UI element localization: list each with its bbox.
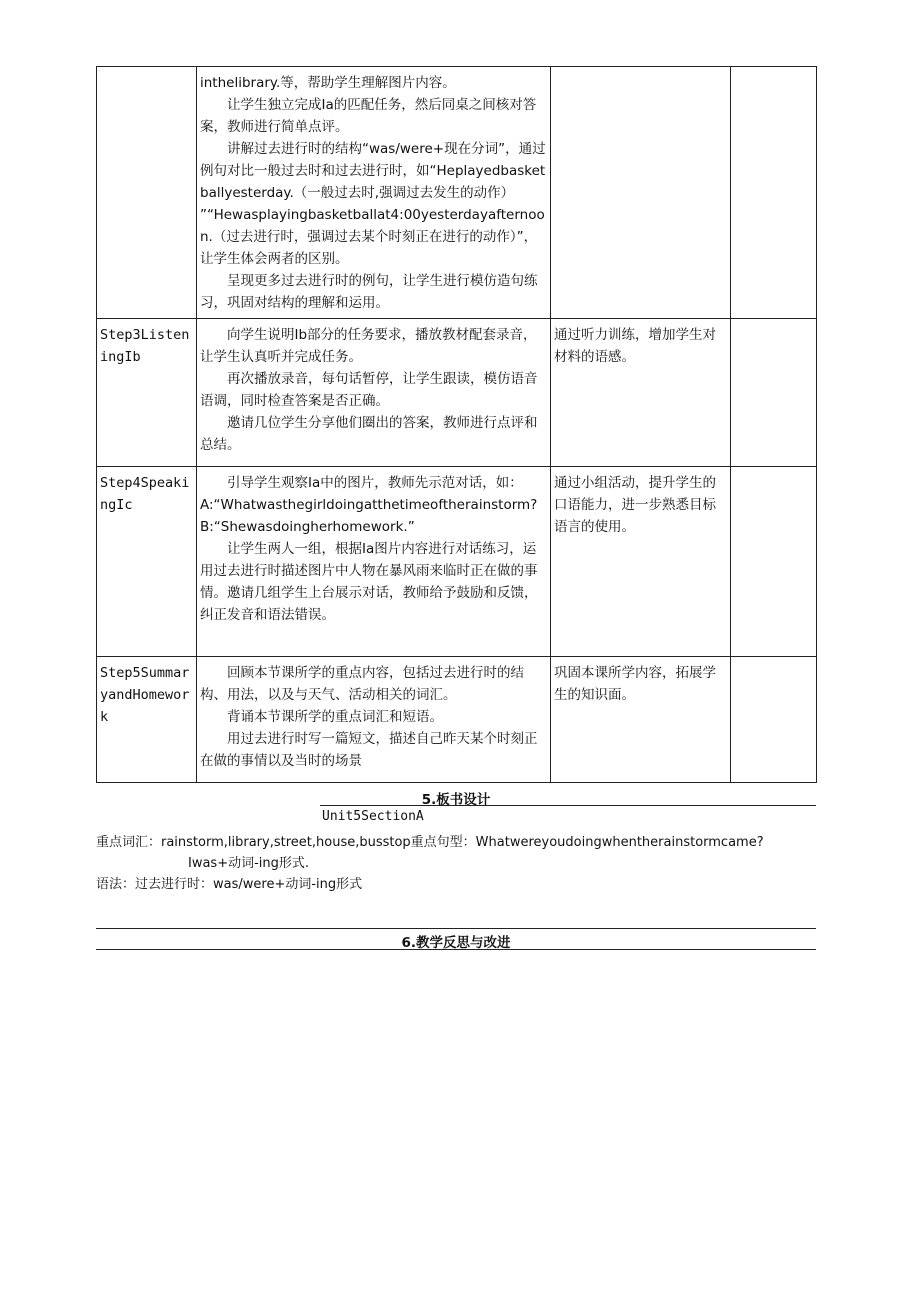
board-vocab-line: 重点词汇：rainstorm,library,street,house,busstop重点句型：Whatwereyoudoingwhentherainstormcame?: [96, 835, 764, 850]
notes-cell: [731, 657, 817, 783]
notes-cell: [731, 319, 817, 467]
activity-paragraph: ”“Hewasplayingbasketballat4:00yesterdayafternoon.（过去进行时，强调过去某个时刻正在进行的动作）”，让学生体会两者的区别。: [200, 207, 545, 267]
notes-cell: [731, 467, 817, 657]
board-design-title: 5.板书设计: [421, 792, 491, 808]
activity-cell: [197, 67, 551, 319]
table-row: [97, 467, 817, 657]
purpose-cell: [551, 67, 731, 319]
activity-cell: [197, 467, 551, 657]
lesson-plan-table: [96, 66, 817, 783]
board-grammar-line: 语法：过去进行时：was/were+动词-ing形式: [96, 877, 363, 892]
activity-paragraph: 再次播放录音，每句话暂停，让学生跟读，模仿语音语调，同时检查答案是否正确。: [200, 371, 538, 409]
activity-paragraph: 呈现更多过去进行时的例句，让学生进行模仿造句练习，巩固对结构的理解和运用。: [200, 273, 538, 311]
activity-paragraph: 让学生独立完成Ia的匹配任务，然后同桌之间核对答案，教师进行简单点评。: [200, 97, 537, 135]
activity-paragraph: 让学生两人一组，根据Ia图片内容进行对话练习，运用过去进行时描述图片中人物在暴风雨来临时正在做的事情。邀请几组学生上台展示对话，教师给予鼓励和反馈，纠正发音和语法错误。: [200, 541, 538, 623]
purpose-cell: 通过小组活动，提升学生的口语能力，进一步熟悉目标语言的使用。: [551, 467, 731, 657]
divider: [96, 949, 816, 950]
activity-cell: [197, 319, 551, 467]
step-cell: [97, 67, 197, 319]
purpose-cell: 巩固本课所学内容，拓展学生的知识面。: [551, 657, 731, 783]
activity-paragraph: 背诵本节课所学的重点词汇和短语。: [227, 709, 443, 725]
table-row: [97, 319, 817, 467]
activity-paragraph: 邀请几位学生分享他们圈出的答案，教师进行点评和总结。: [200, 415, 538, 453]
board-unit: Unit5SectionA: [322, 809, 424, 824]
step-cell: Step5SummaryandHomework: [97, 657, 197, 783]
activity-paragraph: 讲解过去进行时的结构“was/were+现在分词”，通过例句对比一般过去时和过去进行时，如“Heplayedbasketballyesterday.（一般过去时,强调过去发生的动作）: [200, 141, 546, 201]
step-cell: Step4SpeakingIc: [97, 467, 197, 657]
table-row: [97, 67, 817, 319]
activity-cell: [197, 657, 551, 783]
reflection-title: 6.教学反思与改进: [401, 935, 511, 951]
board-pattern-line: Iwas+动词-ing形式.: [188, 856, 310, 871]
purpose-cell: 通过听力训练，增加学生对材料的语感。: [551, 319, 731, 467]
activity-paragraph: 回顾本节课所学的重点内容，包括过去进行时的结构、用法，以及与天气、活动相关的词汇。: [200, 665, 524, 703]
table-row: [97, 657, 817, 783]
activity-paragraph: 用过去进行时写一篇短文，描述自己昨天某个时刻正在做的事情以及当时的场景: [200, 731, 538, 769]
activity-paragraph: 引导学生观察Ia中的图片，教师先示范对话，如：A:“Whatwasthegirldoingatthetimeoftherainstorm?B:“Shewasdoingherhomework.”: [200, 475, 538, 535]
step-cell: Step3ListeningIb: [97, 319, 197, 467]
divider: [320, 805, 816, 806]
activity-paragraph: inthelibrary.等，帮助学生理解图片内容。: [200, 75, 456, 91]
divider: [96, 928, 816, 929]
activity-paragraph: 向学生说明Ib部分的任务要求，播放教材配套录音，让学生认真听并完成任务。: [200, 327, 537, 365]
notes-cell: [731, 67, 817, 319]
